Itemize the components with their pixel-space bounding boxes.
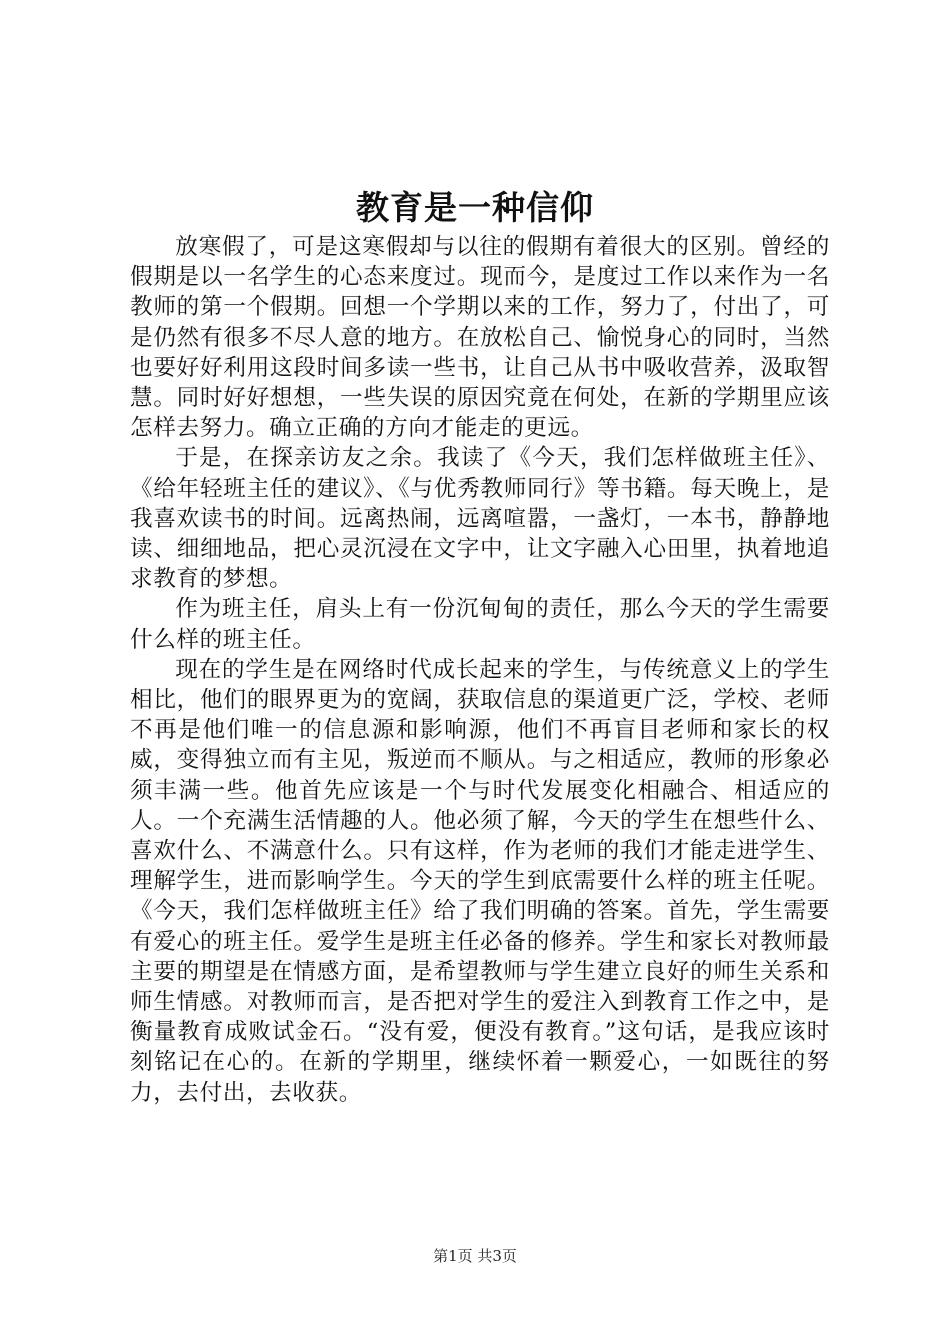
page-number-footer: 第1页 共3页 [433, 1247, 517, 1265]
paragraph: 放寒假了，可是这寒假却与以往的假期有着很大的区别。曾经的假期是以一名学生的心态来度过。现而今，是度过工作以来作为一名教师的第一个假期。回想一个学期以来的工作，努力了，付出了，可是仍然有很多不尽人意的地方。在放松自己、愉悦身心的同时，当然也要好好利用这段时间多读一些书，让自己从书中吸收营养，汲取智慧。同时好好想想，一些失误的原因究竟在何处，在新的学期里应该怎样去努力。确立正确的方向才能走的更远。 [130, 234, 830, 442]
paragraph: 于是，在探亲访友之余。我读了《今天，我们怎样做班主任》、《给年轻班主任的建议》、《与优秀教师同行》等书籍。每天晚上，是我喜欢读书的时间。远离热闹，远离喧嚣，一盏灯，一本书，静静地读、细细地品，把心灵沉浸在文字中，让文字融入心田里，执着地追求教育的梦想。 [130, 445, 830, 593]
document-title: 教育是一种信仰 [356, 188, 594, 227]
paragraph: 现在的学生是在网络时代成长起来的学生，与传统意义上的学生相比，他们的眼界更为的宽阔，获取信息的渠道更广泛，学校、老师不再是他们唯一的信息源和影响源，他们不再盲目老师和家长的权威，变得独立而有主见，叛逆而不顺从。与之相适应，教师的形象必须丰满一些。他首先应该是一个与时代发展变化相融合、相适应的人。一个充满生活情趣的人。他必须了解，今天的学生在想些什么、喜欢什么、不满意什么。只有这样，作为老师的我们才能走进学生、理解学生，进而影响学生。今天的学生到底需要什么样的班主任呢。《今天，我们怎样做班主任》给了我们明确的答案。首先，学生需要有爱心的班主任。爱学生是班主任必备的修养。学生和家长对教师最主要的期望是在情感方面，是希望教师与学生建立良好的师生关系和师生情感。对教师而言，是否把对学生的爱注入到教育工作之中，是衡量教育成败试金石。“没有爱，便没有教育。”这句话，是我应该时刻铭记在心的。在新的学期里，继续怀着一颗爱心，一如既往的努力，去付出，去收获。 [130, 656, 830, 1106]
paragraph: 作为班主任，肩头上有一份沉甸甸的责任，那么今天的学生需要什么样的班主任。 [130, 596, 830, 653]
document-body [130, 232, 830, 1108]
